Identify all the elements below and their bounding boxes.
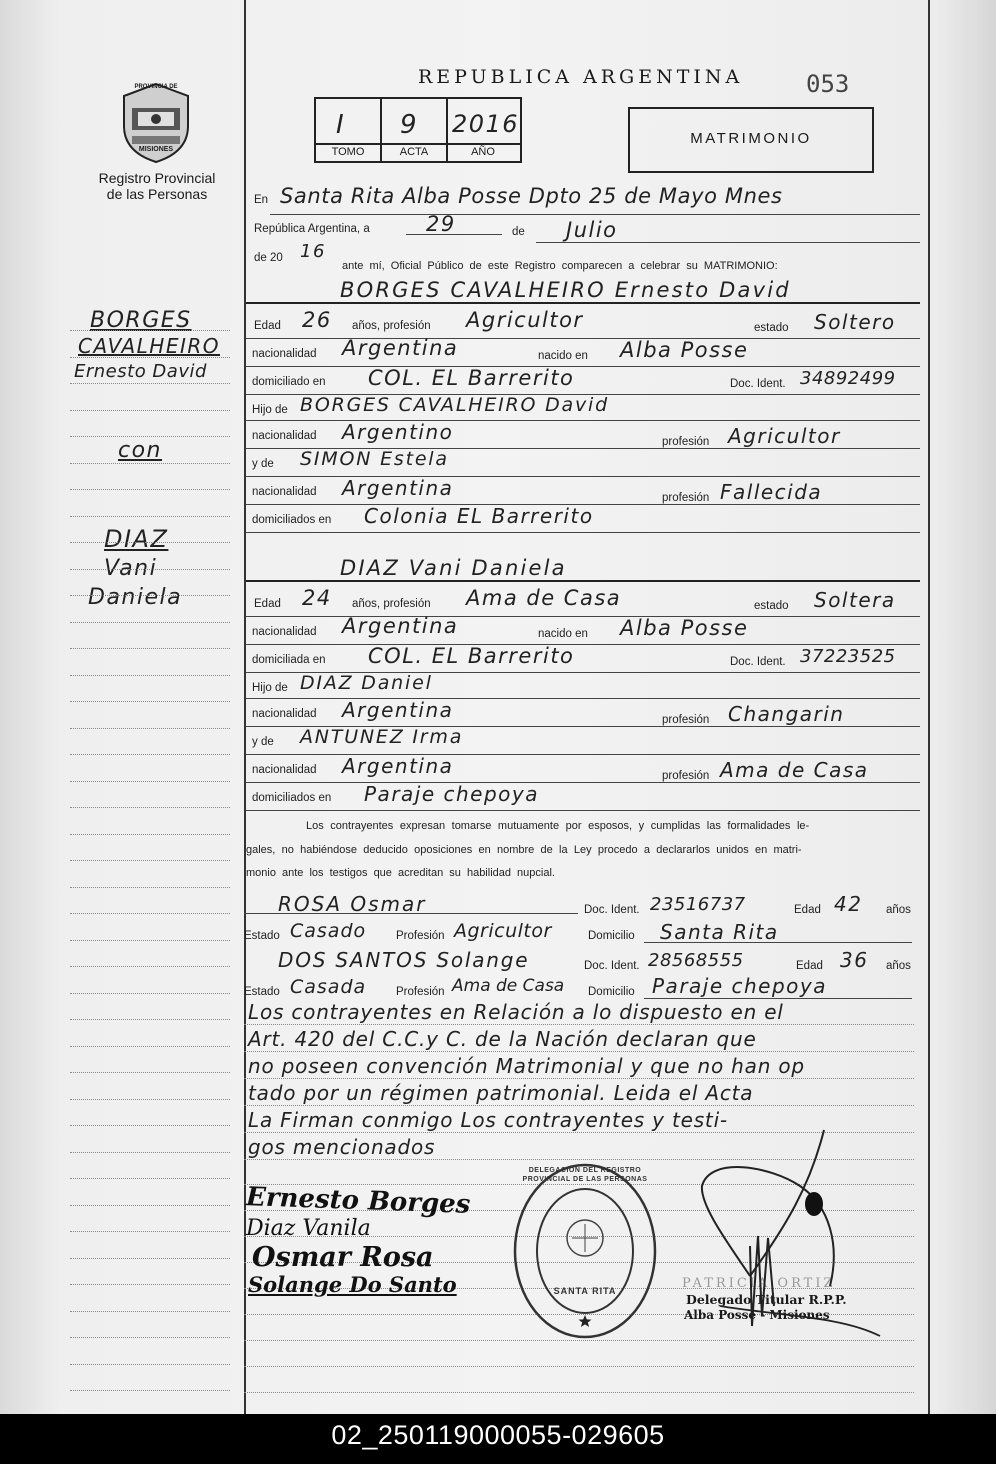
groom-dom: COL. EL Barrerito [368,366,575,390]
groom-father: BORGES CAVALHEIRO David [300,394,609,416]
note-line: no poseen convención Matrimonial y que no han op [248,1054,805,1078]
margin-dotted-line [70,489,230,490]
signature-witness-1: Osmar Rosa [252,1242,434,1273]
margin-dotted-line [70,1099,230,1100]
seal-text-bottom: MISIONES [138,146,174,153]
witness-2-name: DOS SANTOS Solange [278,948,530,972]
margin-dotted-line [70,728,230,729]
margin-dotted-line [70,1337,230,1338]
bride-name-rule [246,580,920,582]
margin-dotted-line [70,966,230,967]
note-rule [244,1051,914,1052]
bride-mother-prof-label: profesión [662,770,710,782]
declaration-line-3: monio ante los testigos que acreditan su habilidad nupcial. [246,867,555,879]
bride-nacido: Alba Posse [620,616,749,640]
groom-mother-prof: Fallecida [720,480,823,504]
groom-parents-dom-rule [246,532,920,533]
witness-1-prof-label: Profesión [396,930,445,942]
margin-dotted-line [70,860,230,861]
margin-con: con [118,438,162,463]
margin-groom-l1: BORGES [90,308,192,333]
margin-dotted-line [70,1205,230,1206]
seal-text-top: PROVINCIA DE [134,84,178,90]
bride-dom-label: domiciliada en [252,654,326,666]
witness-2-prof-label: Profesión [396,986,445,998]
margin-dotted-line [70,1178,230,1179]
statement: ante mí, Oficial Público de este Registro comparecen a celebrar su MATRIMONIO: [342,260,778,272]
right-margin-rule [928,0,930,1414]
margin-dotted-line [70,1390,230,1391]
witness-2-edad: 36 [840,948,869,972]
note-line: tado por un régimen patrimonial. Leida el Acta [248,1081,754,1105]
note-line: Art. 420 del C.C.y C. de la Nación declaran que [248,1027,757,1051]
witness-2-dom-rule [644,998,912,999]
anio-label: AÑO [471,146,495,158]
margin-dotted-line [70,1284,230,1285]
bride-edad: 24 [302,586,332,610]
bride-parents-dom: Paraje chepoya [364,782,540,806]
bride-anios-label: años, profesión [352,598,431,610]
groom-doc-label: Doc. Ident. [730,378,786,390]
footer-bar [0,1414,996,1464]
bride-mother-nac: Argentina [342,754,454,778]
margin-dotted-line [70,807,230,808]
groom-father-label: Hijo de [252,404,288,416]
bride-mother-label: y de [252,736,274,748]
groom-mother-prof-label: profesión [662,492,710,504]
bride-father-nac: Argentina [342,698,454,722]
groom-father-prof-label: profesión [662,436,710,448]
note-rule [244,1105,914,1106]
stamp-round-text: DELEGACION DEL REGISTRO PROVINCIAL DE LAS PERSONAS [522,1167,648,1183]
bride-parents-dom-rule [246,810,920,811]
witness-1-edad-label: Edad [794,904,821,916]
official-name: PATRICIA ORTIZ [682,1276,836,1291]
witness-1-estado: Casado [290,920,367,942]
signature-witness-2: Solange Do Santo [248,1272,457,1297]
bride-mother-nac-label: nacionalidad [252,764,317,776]
month-rule [536,242,920,243]
de-label: de [512,226,525,238]
official-place: Alba Posse - Misiones [684,1308,830,1322]
day-value: 29 [426,212,456,236]
witness-1-dom: Santa Rita [660,920,779,944]
signature-area-line [244,1392,914,1393]
witness-2-doc: 28568555 [648,950,744,971]
margin-dotted-line [70,595,230,596]
bride-estado-label: estado [754,600,789,612]
bride-parents-dom-label: domiciliados en [252,792,332,804]
groom-father-nac: Argentino [342,420,454,444]
margin-dotted-line [70,436,230,437]
stamp-inner-text: SANTA RITA [553,1286,617,1296]
margin-dotted-line [70,1125,230,1126]
margin-dotted-line [70,1152,230,1153]
margin-groom-l3: Ernesto David [74,361,207,382]
groom-estado-label: estado [754,322,789,334]
witness-2-doc-label: Doc. Ident. [584,960,640,972]
groom-doc: 34892499 [800,368,896,389]
note-rule [244,1078,914,1079]
declaration-line-1: Los contrayentes expresan tomarse mutuamente por esposos, y cumplidas las formalidades le- [306,820,810,832]
bride-father-nac-label: nacionalidad [252,708,317,720]
groom-father-nac-label: nacionalidad [252,430,317,442]
margin-dotted-line [70,913,230,914]
witness-1-name-rule [244,913,578,914]
bride-profesion: Ama de Casa [466,586,622,610]
act-number: 053 [806,70,850,98]
margin-dotted-line [70,410,230,411]
institution-line-1: Registro Provincial [98,170,216,186]
witness-1-anios-label: años [886,904,911,916]
bride-father: DIAZ Daniel [300,672,433,694]
note-rule [244,1024,914,1025]
margin-dotted-line [70,622,230,623]
witness-1-dom-label: Domicilio [588,930,635,942]
official-title: Delegado Titular R.P.P. [686,1292,847,1307]
margin-dotted-line [70,781,230,782]
box-divider [314,143,520,145]
day-rule [406,234,502,235]
witness-1-edad: 42 [834,892,863,916]
margin-dotted-line [70,463,230,464]
witness-1-prof: Agricultor [454,920,552,942]
bride-estado: Soltera [814,588,896,612]
year-prefix: de 20 [254,252,283,264]
bride-father-prof: Changarin [728,702,845,726]
witness-1-doc: 23516737 [650,894,746,915]
bride-dom: COL. EL Barrerito [368,644,575,668]
witness-2-estado-label: Estado [244,986,280,998]
margin-dotted-line [70,383,230,384]
acta-value: 9 [400,110,419,140]
groom-mother-label: y de [252,458,274,470]
groom-anios-label: años, profesión [352,320,431,332]
margin-bride-l3: Daniela [88,585,183,610]
bride-doc-label: Doc. Ident. [730,656,786,668]
country-title: REPUBLICA ARGENTINA [418,66,744,88]
groom-parents-dom-label: domiciliados en [252,514,332,526]
margin-dotted-line [70,754,230,755]
act-type: MATRIMONIO [690,130,812,147]
institution-line-2: de las Personas [106,186,208,202]
groom-nacido-label: nacido en [538,350,588,362]
bride-father-prof-label: profesión [662,714,710,726]
tomo-value: I [336,110,346,140]
margin-dotted-line [70,330,230,331]
stamp-star-icon [578,1314,592,1328]
bride-name: DIAZ Vani Daniela [340,556,567,580]
bride-mother: ANTUNEZ Irma [300,726,464,748]
signature-groom: Ernesto Borges [245,1182,471,1220]
groom-estado: Soltero [814,310,896,334]
note-line: Los contrayentes en Relación a lo dispuesto en el [248,1000,784,1024]
groom-mother: SIMON Estela [300,448,449,470]
margin-dotted-line [70,1258,230,1259]
groom-nac-rule [246,366,920,367]
witness-1-doc-label: Doc. Ident. [584,904,640,916]
groom-parents-dom: Colonia EL Barrerito [364,504,594,528]
bride-nacido-label: nacido en [538,628,588,640]
margin-dotted-line [70,542,230,543]
en-label: En [254,194,269,206]
bride-father-label: Hijo de [252,682,288,694]
margin-dotted-line [70,648,230,649]
groom-name-rule [246,302,920,304]
margin-dotted-line [70,1072,230,1073]
witness-2-dom: Paraje chepoya [652,974,828,998]
bride-nac-label: nacionalidad [252,626,317,638]
groom-mother-nac: Argentina [342,476,454,500]
acta-label: ACTA [399,146,429,158]
bride-edad-label: Edad [254,598,281,610]
margin-dotted-line [70,993,230,994]
month-value: Julio [566,218,618,242]
note-line: La Firman conmigo Los contrayentes y testi- [248,1108,728,1132]
margin-dotted-line [70,1364,230,1365]
footer-code: 02_250119000055-029605 [331,1420,665,1450]
margin-dotted-line [70,701,230,702]
margin-dotted-line [70,569,230,570]
year-suffix: 16 [300,241,326,262]
groom-edad: 26 [302,308,332,332]
groom-mother-nac-label: nacionalidad [252,486,317,498]
tomo-label: TOMO [331,146,365,158]
witness-2-dom-label: Domicilio [588,986,635,998]
margin-bride-l1: DIAZ [104,525,169,553]
bride-mother-nac-rule [246,782,920,783]
witness-1-dom-rule [644,942,912,943]
margin-dotted-line [70,1046,230,1047]
groom-name: BORGES CAVALHEIRO Ernesto David [340,278,791,302]
margin-bride-l2: Vani [104,556,158,581]
margin-dotted-line [70,357,230,358]
witness-2-anios-label: años [886,960,911,972]
groom-nac-label: nacionalidad [252,348,317,360]
groom-nac: Argentina [342,336,459,360]
margin-dotted-line [70,940,230,941]
bride-doc: 37223525 [800,646,896,667]
groom-dom-label: domiciliado en [252,376,326,388]
margin-dotted-line [70,675,230,676]
anio-value: 2016 [452,110,520,138]
place-rule [270,214,920,215]
bride-mother-prof: Ama de Casa [720,758,869,782]
declaration-line-2: gales, no habiéndose deducido oposiciones en nombre de la Ley procedo a declararlos unidos en matri- [246,844,802,856]
witness-2-estado: Casada [290,976,367,998]
witness-2-prof: Ama de Casa [452,976,565,996]
groom-father-prof: Agricultor [728,424,841,448]
witness-2-edad-label: Edad [796,960,823,972]
margin-groom-l2: CAVALHEIRO [78,334,221,358]
bride-nac-rule [246,644,920,645]
margin-dotted-line [70,887,230,888]
signature-bride: Diaz Vanila [246,1216,371,1241]
republica-label: República Argentina, a [254,223,370,235]
margin-dotted-line [70,1311,230,1312]
note-line: gos mencionados [248,1135,436,1159]
margin-dotted-line [70,1231,230,1232]
margin-dotted-line [70,516,230,517]
official-signature [690,1126,900,1376]
margin-dotted-line [70,834,230,835]
witness-1-estado-label: Estado [244,930,280,942]
margin-dotted-line [70,1019,230,1020]
place-value: Santa Rita Alba Posse Dpto 25 de Mayo Mnes [280,184,783,208]
bride-nac: Argentina [342,614,459,638]
witness-1-name: ROSA Osmar [278,892,427,916]
groom-edad-label: Edad [254,320,281,332]
groom-profesion: Agricultor [466,308,584,332]
groom-nacido: Alba Posse [620,338,749,362]
